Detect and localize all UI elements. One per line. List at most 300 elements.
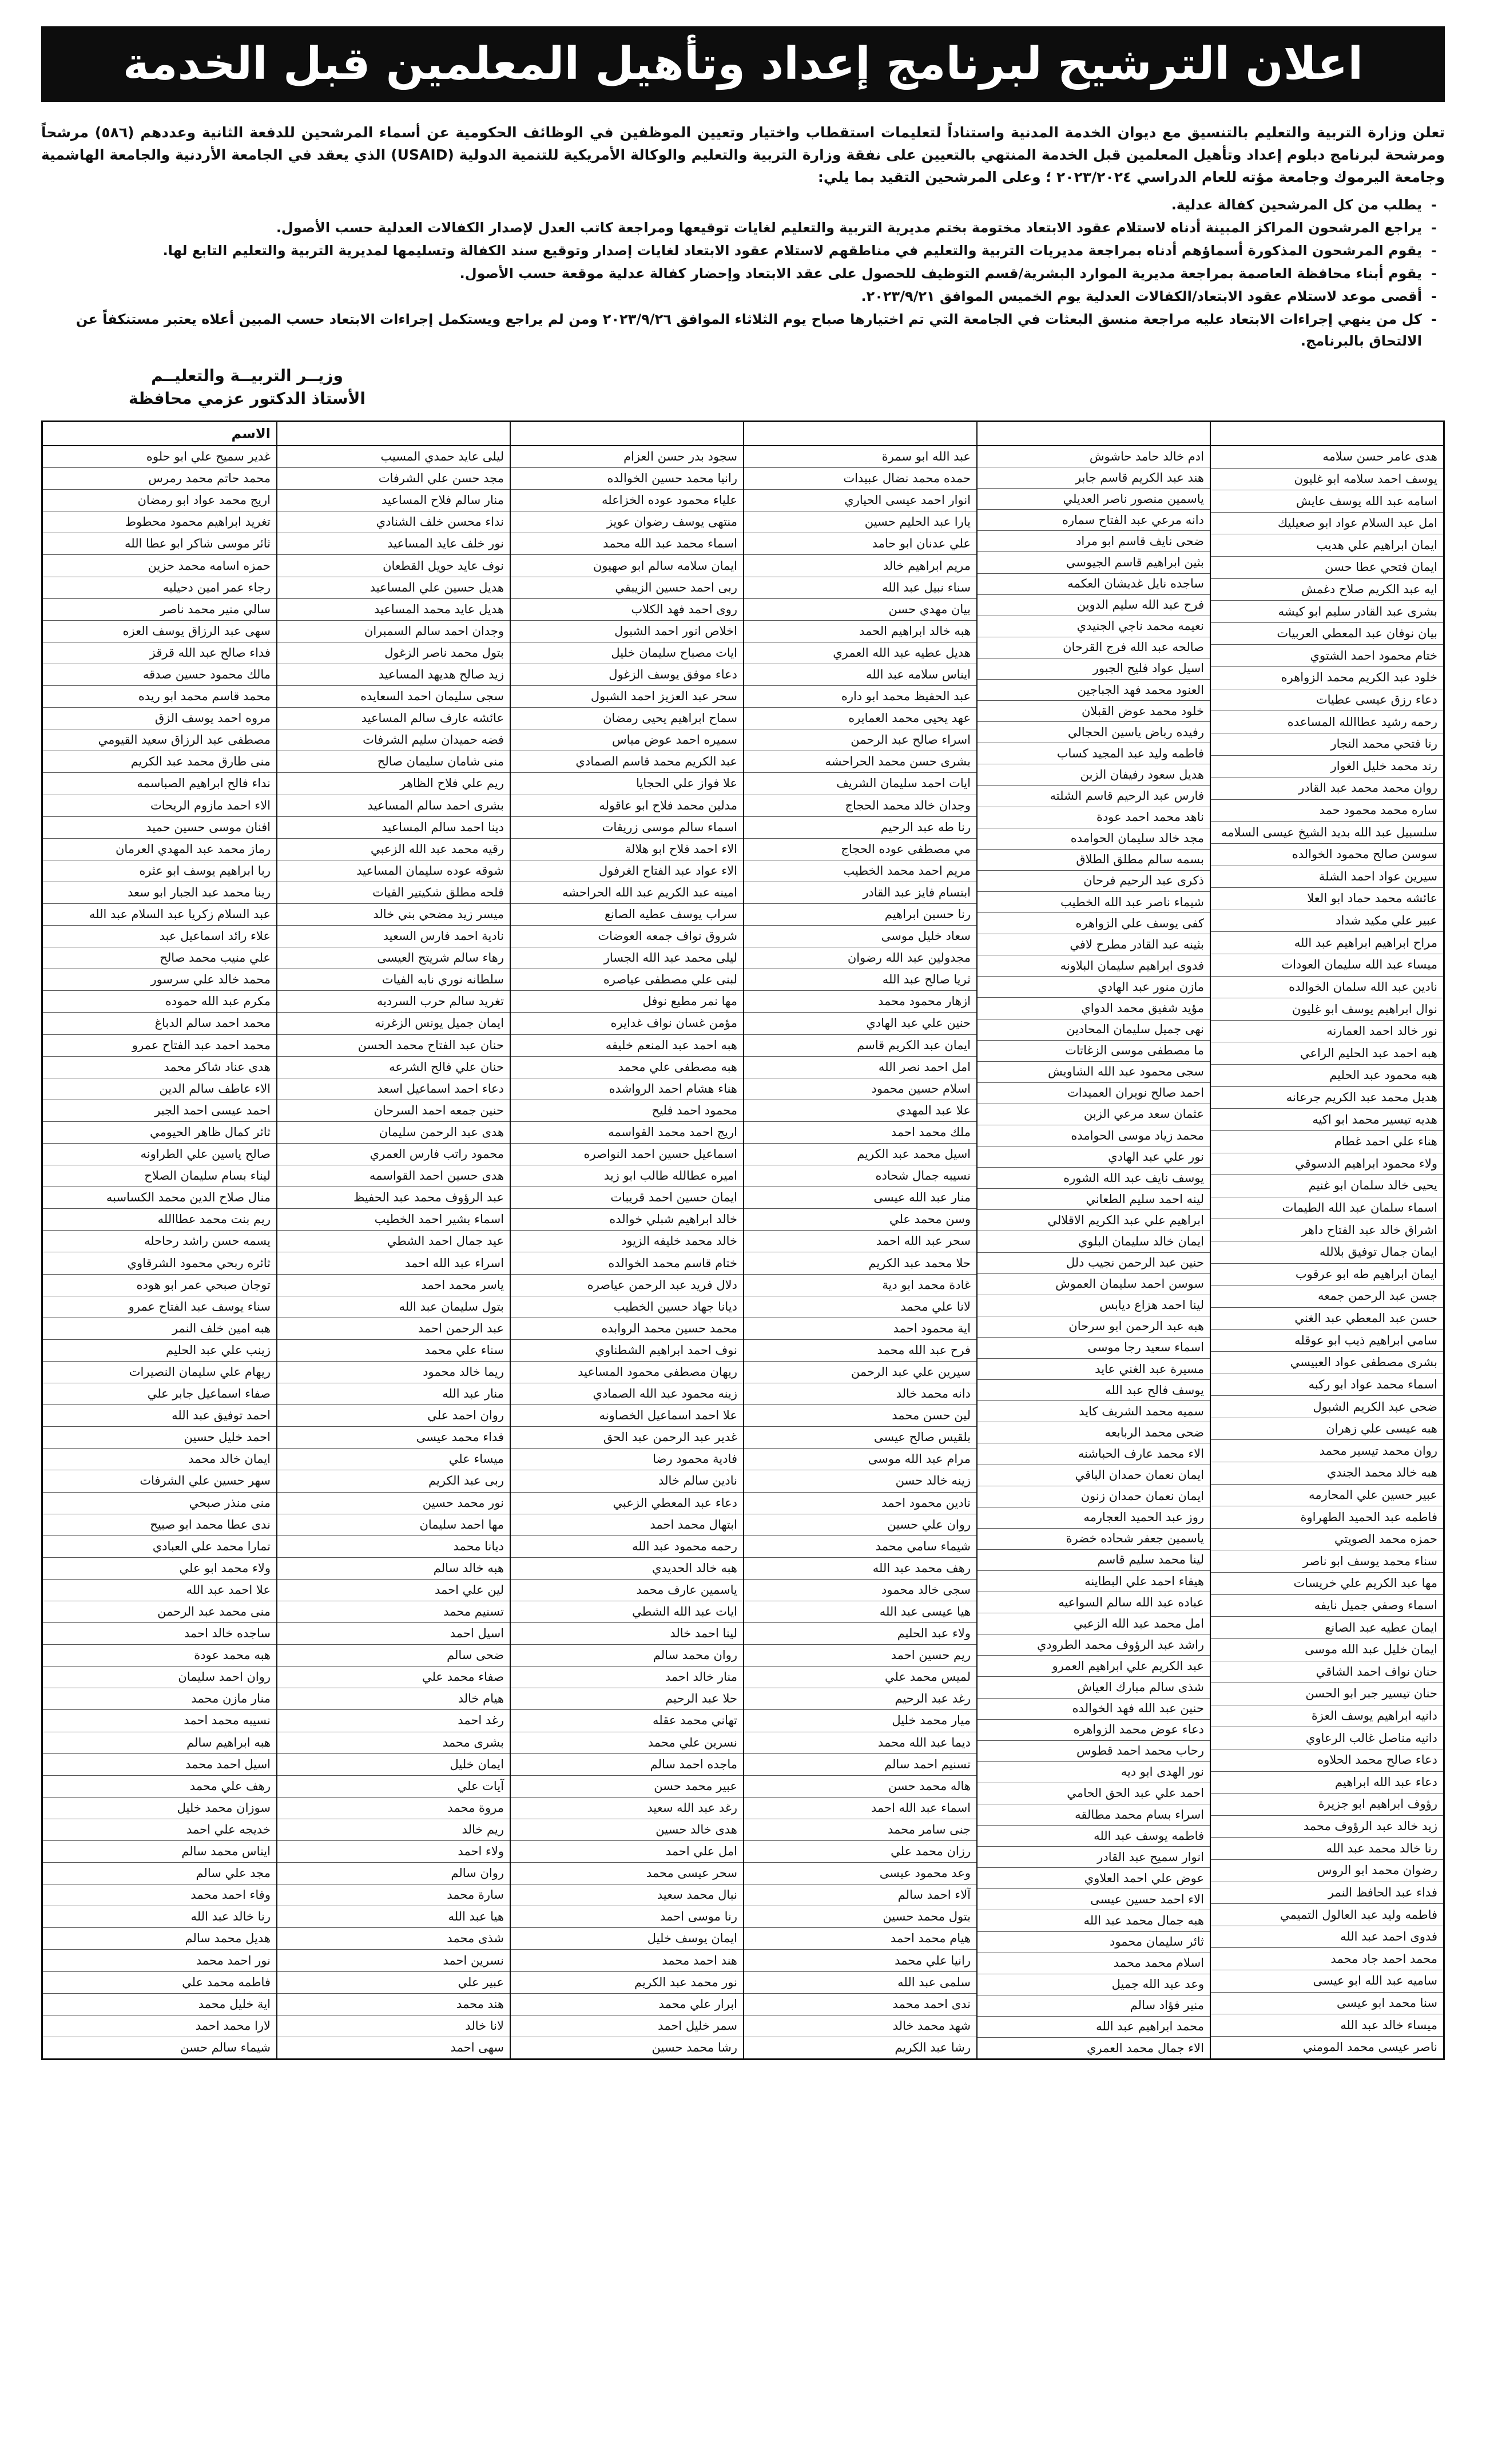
candidate-name: اميره عطالله طالب ابو زيد bbox=[511, 1165, 743, 1187]
candidate-name: بيان نوفان عبد المعطي العربيات bbox=[1211, 623, 1443, 645]
candidate-name: حمزه محمد الصويتي bbox=[1211, 1529, 1443, 1551]
candidate-name: احمد توفيق عبد الله bbox=[43, 1405, 276, 1427]
candidate-name: دعاء عوض محمد الزواهره bbox=[978, 1720, 1210, 1741]
candidate-name: ايمان عطيه عبد الصانع bbox=[1211, 1617, 1443, 1639]
names-list bbox=[43, 446, 276, 2058]
candidate-name: شوقه عوده سليمان المساعيد bbox=[277, 860, 510, 882]
candidate-name: رغد عبد الله سعيد bbox=[511, 1798, 743, 1819]
candidate-name: فداء صالح عبد الله قرقز bbox=[43, 642, 276, 664]
candidate-name: حنين علي عبد الهادي bbox=[744, 1013, 976, 1034]
candidate-name: نور علي عبد الهادي bbox=[978, 1146, 1210, 1168]
candidate-name: روز عبد الحميد العجارمه bbox=[978, 1507, 1210, 1529]
candidate-name: زينه خالد حسن bbox=[744, 1470, 976, 1492]
candidate-name: رحاب محمد احمد قطوس bbox=[978, 1741, 1210, 1762]
candidate-name: سناء علي محمد bbox=[277, 1340, 510, 1362]
names-list bbox=[744, 446, 976, 2058]
candidate-name: نداء محسن خلف الشنادي bbox=[277, 511, 510, 533]
candidate-name: فداء محمد عيسى bbox=[277, 1427, 510, 1449]
candidate-name: مها عبد الكريم علي خريسات bbox=[1211, 1573, 1443, 1595]
candidate-name: شيماء سامي محمد bbox=[744, 1536, 976, 1558]
candidate-name: مالك محمود حسين صدقه bbox=[43, 664, 276, 686]
candidate-name: ميار محمد خليل bbox=[744, 1710, 976, 1732]
candidate-name: مرام عبد الله موسى bbox=[744, 1449, 976, 1470]
candidate-name: تغريد ابراهيم محمود محطوط bbox=[43, 511, 276, 533]
candidate-name: ضحى نايف قاسم ابو مراد bbox=[978, 531, 1210, 552]
candidate-name: ايناس محمد سالم bbox=[43, 1841, 276, 1863]
candidate-name: شيماء ناصر عبد الله الخطيب bbox=[978, 892, 1210, 913]
candidate-name: نور محمد عبد الكريم bbox=[511, 1972, 743, 1994]
candidate-name: ميساء خالد عبد الله bbox=[1211, 2014, 1443, 2037]
candidate-name: تهاني محمد عقله bbox=[511, 1710, 743, 1732]
candidate-name: فلحه مطلق شكيتير القيات bbox=[277, 882, 510, 904]
candidate-name: ناهد محمد احمد عودة bbox=[978, 807, 1210, 828]
candidate-name: فاطمه وليد عبد المجيد كساب bbox=[978, 743, 1210, 764]
candidate-name: ايمان خليل bbox=[277, 1754, 510, 1776]
candidate-name: مؤيد شفيق محمد الدواي bbox=[978, 998, 1210, 1019]
candidate-name: بتول محمد ناصر الزغول bbox=[277, 642, 510, 664]
candidate-name: ميساء عبد الله سليمان العودات bbox=[1211, 954, 1443, 977]
instruction-item: - أقصى موعد لاستلام عقود الابتعاد/الكفالات العدلية يوم الخميس الموافق ٢٠٢٣/٩/٢١. bbox=[41, 285, 1422, 307]
candidate-name: ثائر موسى شاكر ابو عطا الله bbox=[43, 533, 276, 555]
candidate-name: روان محمد محمد عبد القادر bbox=[1211, 777, 1443, 800]
candidate-name: خلود عبد الكريم محمد الزواهره bbox=[1211, 667, 1443, 689]
candidate-name: ميسر زيد مضحي بني خالد bbox=[277, 904, 510, 926]
candidate-name: هيا عيسى عبد الله bbox=[744, 1601, 976, 1623]
candidate-name: بشرى محمد bbox=[277, 1732, 510, 1754]
candidate-name: مها احمد سليمان bbox=[277, 1514, 510, 1536]
candidate-name: زينب علي عبد الحليم bbox=[43, 1340, 276, 1362]
candidate-name: ديانا محمد bbox=[277, 1536, 510, 1558]
candidate-name: ليلى محمد عبد الله الجسار bbox=[511, 947, 743, 969]
candidate-name: روى احمد فهد الكلاب bbox=[511, 599, 743, 621]
candidate-name: نادين محمود احمد bbox=[744, 1493, 976, 1514]
candidate-name: سراب يوسف عطيه الصانع bbox=[511, 904, 743, 926]
candidate-name: سامي ابراهيم ذيب ابو عوقله bbox=[1211, 1330, 1443, 1352]
candidate-name: عبد الرؤوف محمد عبد الحفيظ bbox=[277, 1187, 510, 1209]
candidate-name: الاء احمد مازوم الريحات bbox=[43, 795, 276, 817]
candidate-name: ايات مصباح سليمان خليل bbox=[511, 642, 743, 664]
candidate-name: وعد محمود عيسى bbox=[744, 1863, 976, 1884]
column-header-spacer bbox=[1211, 422, 1443, 446]
candidate-name: نور احمد محمد bbox=[43, 1950, 276, 1971]
candidate-name: نسيبه محمد احمد bbox=[43, 1710, 276, 1732]
candidate-name: رحمه محمود عبد الله bbox=[511, 1536, 743, 1558]
candidate-name: محمد احمد عبد الفتاح عمرو bbox=[43, 1035, 276, 1057]
candidate-name: مجد خالد سليمان الحوامده bbox=[978, 828, 1210, 850]
candidate-name: وسن محمد علي bbox=[744, 1209, 976, 1231]
candidate-name: بيان مهدي حسن bbox=[744, 599, 976, 621]
candidate-name: رانيا علي محمد bbox=[744, 1950, 976, 1971]
candidate-name: ايات عبد الله الشطي bbox=[511, 1601, 743, 1623]
intro-paragraph: تعلن وزارة التربية والتعليم بالتنسيق مع ديوان الخدمة المدنية واستناداً لتعليمات استقطاب واختيار وتعيين الموظفين في الوظائف الحكومية عن أسماء المرشحين للدفعة الثانية وعددهم (٥٨٦) مرشحاً ومرشحة لبرنامج دبلوم إعداد وتأهيل المعلمين قبل الخدمة المنتهي بالتعيين على نفقة وزارة التربية والتعليم والوكالة الأمريكية للتنمية الدولية (USAID) الذي يعقد في الجامعة الأردنية والجامعة الهاشمية وجامعة اليرموك وجامعة مؤته للعام الدراسي ٢٠٢٣/٢٠٢٤ ؛ وعلى المرشحين التقيد بما يلي: bbox=[41, 124, 1445, 185]
candidate-name: مسيرة عبد الغني عايد bbox=[978, 1359, 1210, 1380]
candidate-name: فاطمه وليد عبد العالول التميمي bbox=[1211, 1904, 1443, 1926]
candidate-name: لينا احمد خالد bbox=[511, 1623, 743, 1645]
candidate-name: ديانا جهاد حسين الخطيب bbox=[511, 1296, 743, 1318]
candidate-name: ليلى عايد حمدي المسيب bbox=[277, 446, 510, 468]
candidate-name: ماجده احمد سالم bbox=[511, 1754, 743, 1776]
candidate-name: ادم خالد حامد حاشوش bbox=[978, 446, 1210, 467]
candidate-name: نادين عبد الله سلمان الخوالده bbox=[1211, 977, 1443, 999]
candidate-name: ايمان ابراهيم طه ابو عرقوب bbox=[1211, 1264, 1443, 1286]
candidate-name: ايمان نعمان حمدان زنون bbox=[978, 1486, 1210, 1507]
candidate-name: علاء رائد اسماعيل عبد bbox=[43, 926, 276, 947]
candidate-name: احمد خليل حسين bbox=[43, 1427, 276, 1449]
candidate-name: شهد محمد خالد bbox=[744, 2015, 976, 2037]
candidate-name: ابرار علي محمد bbox=[511, 1994, 743, 2015]
candidate-name: ايات احمد سليمان الشريف bbox=[744, 773, 976, 795]
candidate-name: رنا موسى احمد bbox=[511, 1906, 743, 1928]
candidate-name: علا عبد المهدي bbox=[744, 1100, 976, 1122]
candidate-name: دعاء عبد الله ابراهيم bbox=[1211, 1772, 1443, 1794]
candidate-name: اسراء عبد الله احمد bbox=[277, 1252, 510, 1274]
candidate-name: ريم خالد bbox=[277, 1819, 510, 1841]
candidate-name: مؤمن غسان نواف غدايره bbox=[511, 1013, 743, 1034]
candidate-name: العنود محمد فهد الجباجين bbox=[978, 680, 1210, 701]
candidate-name: سناء يوسف عبد الفتاح عمرو bbox=[43, 1296, 276, 1318]
candidate-name: هبه محمود عبد الحليم bbox=[1211, 1065, 1443, 1087]
candidate-name: امينه عبد الكريم عبد الله الحراحشه bbox=[511, 882, 743, 904]
candidate-name: ساجده نايل غديشان العكمه bbox=[978, 574, 1210, 595]
candidate-name: سوسن احمد سليمان العموش bbox=[978, 1274, 1210, 1295]
minister-name: الأستاذ الدكتور عزمي محافظة bbox=[128, 389, 366, 408]
candidate-name: دانيه ابراهيم يوسف العزة bbox=[1211, 1705, 1443, 1728]
candidate-name: فداء عبد الحافظ النمر bbox=[1211, 1882, 1443, 1904]
column-header-spacer bbox=[978, 422, 1210, 446]
candidate-name: صفاء اسماعيل جابر علي bbox=[43, 1383, 276, 1405]
candidate-name: نوال ابراهيم يوسف ابو غليون bbox=[1211, 998, 1443, 1021]
candidate-name: ايمان خالد محمد bbox=[43, 1449, 276, 1470]
candidate-name: عائشه عارف سالم المساعيد bbox=[277, 708, 510, 729]
candidate-name: نوف احمد ابراهيم الشطناوي bbox=[511, 1340, 743, 1362]
candidate-name: حنان نواف احمد الشاقي bbox=[1211, 1661, 1443, 1684]
candidate-name: نور خالد احمد العمارنه bbox=[1211, 1021, 1443, 1043]
candidate-name: اسماء سلمان عبد الله الطيمات bbox=[1211, 1197, 1443, 1220]
candidate-name: رهاء سالم شريتح العيسى bbox=[277, 947, 510, 969]
candidate-name: مروه احمد يوسف الزق bbox=[43, 708, 276, 729]
candidate-name: نور محمد حسين bbox=[277, 1493, 510, 1514]
candidate-name: ياسمين جعفر شحاده خضرة bbox=[978, 1529, 1210, 1550]
names-list bbox=[277, 446, 510, 2058]
candidate-name: سالي منير محمد ناصر bbox=[43, 599, 276, 621]
candidate-name: محمد حسين محمد الروابده bbox=[511, 1318, 743, 1340]
candidate-name: محمد حاتم محمد رمرس bbox=[43, 468, 276, 490]
candidate-name: اسماء سعيد رجا موسى bbox=[978, 1338, 1210, 1359]
candidate-name: منى طارق محمد عبد الكريم bbox=[43, 751, 276, 773]
candidate-name: محمد ابراهيم عبد الله bbox=[978, 2017, 1210, 2038]
candidate-name: هديل حسين علي المساعيد bbox=[277, 577, 510, 599]
instructions-list bbox=[41, 194, 1445, 352]
candidate-name: ثريا صالح عبد الله bbox=[744, 969, 976, 991]
candidate-name: ربى احمد حسين الزيبقي bbox=[511, 577, 743, 599]
candidate-name: ضحى عبد الكريم الشبول bbox=[1211, 1396, 1443, 1418]
candidate-name: بسمه سالم مطلق الطلاق bbox=[978, 850, 1210, 871]
candidate-name: اية خليل محمد bbox=[43, 1994, 276, 2015]
candidate-name: اسماء عبد الله احمد bbox=[744, 1798, 976, 1819]
candidate-name: دانه محمد خالد bbox=[744, 1383, 976, 1405]
candidate-name: فضه حميدان سليم الشرفات bbox=[277, 729, 510, 751]
candidate-name: مصطفى عبد الرزاق سعيد القيومي bbox=[43, 729, 276, 751]
candidate-name: آلاء احمد سالم bbox=[744, 1884, 976, 1906]
candidate-name: رجاء عمر امين دحيليه bbox=[43, 577, 276, 599]
candidate-name: رنا حسين ابراهيم bbox=[744, 904, 976, 926]
candidate-name: آيات علي bbox=[277, 1776, 510, 1798]
candidate-name: سلطانه نوري نابه الفيات bbox=[277, 969, 510, 991]
candidate-name: دعاء موفق يوسف الزغول bbox=[511, 664, 743, 686]
candidate-name: جنى سامر محمد bbox=[744, 1819, 976, 1841]
candidate-name: سارة محمد bbox=[277, 1884, 510, 1906]
candidate-name: حسن عبد المعطي عبد الغني bbox=[1211, 1308, 1443, 1330]
names-column bbox=[743, 422, 976, 2058]
candidate-name: لميس محمد علي bbox=[744, 1667, 976, 1688]
candidate-name: دعاء احمد اسماعيل اسعد bbox=[277, 1078, 510, 1100]
candidate-name: هبه محمد عودة bbox=[43, 1645, 276, 1667]
candidate-name: شيماء سالم حسن bbox=[180, 2040, 271, 2054]
candidate-name: ميساء علي bbox=[277, 1449, 510, 1470]
candidate-name: ايمان عبد الكريم قاسم bbox=[744, 1035, 976, 1057]
candidate-name: رماز محمد عبد المهدي العرمان bbox=[43, 839, 276, 860]
candidate-name: بشرى مصطفى عواد العبيسي bbox=[1211, 1352, 1443, 1374]
candidate-name: ندى احمد محمد bbox=[744, 1994, 976, 2015]
candidate-name: يسمه حسن راشد رحاحله bbox=[43, 1231, 276, 1252]
candidate-name: ريم علي فلاح الظاهر bbox=[277, 773, 510, 795]
candidate-name: ريهام علي سليمان النصيرات bbox=[43, 1362, 276, 1383]
candidate-name: هديل محمد سالم bbox=[43, 1928, 276, 1950]
candidate-name: دانيه مناصل غالب الرعاوي bbox=[1211, 1727, 1443, 1749]
candidate-name: امل احمد نصر الله bbox=[744, 1057, 976, 1078]
candidate-name: امل عبد السلام عواد ابو صعيليك bbox=[1211, 513, 1443, 535]
candidate-name: رفيده رباض ياسين الحجالي bbox=[978, 722, 1210, 743]
candidate-name: محمد احمد سالم الدباغ bbox=[43, 1013, 276, 1034]
candidate-name: ابتهال محمد احمد bbox=[511, 1514, 743, 1536]
names-column bbox=[976, 422, 1210, 2058]
candidate-name: زينه محمود عبد الله الصمادي bbox=[511, 1383, 743, 1405]
candidate-name: منار خالد احمد bbox=[511, 1667, 743, 1688]
candidate-name: حنان علي فالح الشرعه bbox=[277, 1057, 510, 1078]
candidate-name: شذى سالم مبارك العياش bbox=[978, 1677, 1210, 1698]
candidate-name: عباده عبد الله سالم السواعيه bbox=[978, 1592, 1210, 1613]
candidate-name: رنا خالد محمد عبد الله bbox=[1211, 1838, 1443, 1860]
candidate-name: يوسف احمد سلامه ابو غليون bbox=[1211, 469, 1443, 491]
candidate-name: اسماء محمد عواد ابو ركبه bbox=[1211, 1374, 1443, 1396]
candidate-name: نسيبه جمال شحاده bbox=[744, 1165, 976, 1187]
candidate-name: بشرى عبد القادر سليم ابو كيشه bbox=[1211, 601, 1443, 623]
candidate-name: رنا خالد عبد الله bbox=[43, 1906, 276, 1928]
candidate-name: منى محمد عبد الرحمن bbox=[43, 1601, 276, 1623]
candidate-name: مروة محمد bbox=[277, 1798, 510, 1819]
candidate-name: مها نمر مطيع نوفل bbox=[511, 991, 743, 1013]
candidate-name: سناء نبيل عبد الله bbox=[744, 577, 976, 599]
instruction-item: - يقوم المرشحون المذكورة أسماؤهم أدناه بمراجعة مديريات التربية والتعليم في مناطقهم لاستلام عقود الابتعاد لغايات إصدار وتوقيع سند الكفالة وتسليمها لمديرية التربية والتعليم التابع لها. bbox=[41, 240, 1422, 261]
candidate-name: ابتسام فايز عبد القادر bbox=[744, 882, 976, 904]
candidate-name: زيد خالد عبد الرؤوف محمد bbox=[1211, 1816, 1443, 1838]
candidate-name: غادة محمد ابو دية bbox=[744, 1275, 976, 1296]
candidate-name: ساره محمد محمود حمد bbox=[1211, 800, 1443, 822]
candidate-name: صالحه عبد الله فرج القرحان bbox=[978, 637, 1210, 658]
candidate-name: يوسف فالح عبد الله bbox=[978, 1380, 1210, 1401]
candidate-name: اسيل عواد فليح الجبور bbox=[978, 658, 1210, 680]
candidate-name: سجى خالد محمود bbox=[744, 1580, 976, 1601]
candidate-name: لين علي احمد bbox=[277, 1580, 510, 1601]
candidate-name: نداء فالح ابراهيم الصباسمه bbox=[43, 773, 276, 795]
candidate-name: عبير علي bbox=[277, 1972, 510, 1994]
candidate-name: علا احمد عبد الله bbox=[43, 1580, 276, 1601]
candidate-name: رؤوف ابراهيم ابو جزيرة bbox=[1211, 1794, 1443, 1816]
candidate-name: دلال فريد عبد الرحمن عياصره bbox=[511, 1275, 743, 1296]
candidate-name: هبه احمد عبد المنعم خليفه bbox=[511, 1035, 743, 1057]
candidate-name: محمد احمد جاد محمد bbox=[1211, 1948, 1443, 1970]
candidate-name: رغد احمد bbox=[277, 1710, 510, 1732]
candidate-name: هدى عبد الرحمن سليمان bbox=[277, 1122, 510, 1144]
candidate-name: مازن منور عبد الهادي bbox=[978, 977, 1210, 998]
instruction-item: - يقوم أبناء محافظة العاصمة بمراجعة مديرية الموارد البشرية/قسم التوظيف للحصول على عقد الابتعاد وإحضار كفالة عدلية موقعة حسب الأصول. bbox=[41, 263, 1422, 284]
candidate-name: مي مصطفى عوده الحجاج bbox=[744, 839, 976, 860]
candidate-name: عبير علي مكيد شداد bbox=[1211, 910, 1443, 933]
candidate-name: احمد علي عبد الحق الحامي bbox=[978, 1783, 1210, 1804]
candidate-name: بلقيس صالح عيسى bbox=[744, 1427, 976, 1449]
candidate-name: رانيا محمد حسين الخوالده bbox=[511, 468, 743, 490]
candidate-name: هبه خالد سالم bbox=[277, 1558, 510, 1580]
candidate-name: ندى عطا محمد ابو صبيح bbox=[43, 1514, 276, 1536]
candidate-name: منتهى يوسف رضوان عويز bbox=[511, 511, 743, 533]
candidate-name: حنين عبد الرحمن نجيب دلل bbox=[978, 1253, 1210, 1274]
candidate-name: عيد جمال احمد الشطي bbox=[277, 1231, 510, 1252]
candidate-name: اريج محمد عواد ابو رمضان bbox=[43, 490, 276, 511]
candidate-name: مريم ابراهيم خالد bbox=[744, 555, 976, 577]
candidate-name: نعيمه محمد ناجي الجنيدي bbox=[978, 616, 1210, 637]
candidate-name: محمود راتب فارس العمري bbox=[277, 1144, 510, 1165]
candidate-name: هدى حسين احمد القواسمه bbox=[277, 1165, 510, 1187]
instruction-item: - كل من ينهي إجراءات الابتعاد عليه مراجعة منسق البعثات في الجامعة التي تم اختيارها صباح يوم الثلاثاء الموافق ٢٠٢٣/٩/٢٦ ومن لم يراجع ويستكمل إجراءات الابتعاد حسب المبين أعلاه يعتبر مستنكفاً عن الالتحاق بالبرنامج. bbox=[41, 308, 1422, 352]
candidate-name: تمارا محمد علي العبادي bbox=[43, 1536, 276, 1558]
candidate-name: منى شامان سليمان صالح bbox=[277, 751, 510, 773]
candidate-name: بتول سليمان عبد الله bbox=[277, 1296, 510, 1318]
candidate-name: هبه خالد محمد الجندي bbox=[1211, 1462, 1443, 1485]
candidate-name: اسماء وصفي جميل نايفه bbox=[1211, 1595, 1443, 1617]
candidate-name: سيرين عواد احمد الشلة bbox=[1211, 866, 1443, 888]
candidate-name: ياسر محمد احمد bbox=[277, 1275, 510, 1296]
candidates-table bbox=[41, 420, 1445, 2060]
candidate-name: سحر عبد الله احمد bbox=[744, 1231, 976, 1252]
candidate-name: صالح ياسين علي الطراونه bbox=[43, 1144, 276, 1165]
candidate-name: سناء محمد يوسف ابو ناصر bbox=[1211, 1550, 1443, 1573]
candidate-name: جسن عبد الرحمن جمعه bbox=[1211, 1285, 1443, 1308]
candidate-name: عبد الكريم محمد قاسم الصمادي bbox=[511, 751, 743, 773]
candidate-name: دينا احمد سالم المساعيد bbox=[277, 817, 510, 839]
names-list bbox=[1211, 446, 1443, 2058]
candidate-name: ضحى محمد الربابعه bbox=[978, 1422, 1210, 1443]
candidate-name: غدير عبد الرحمن عبد الحق bbox=[511, 1427, 743, 1449]
candidate-name: زيد صالح هديهد المساعيد bbox=[277, 664, 510, 686]
candidate-name: هبه خالد الحديدي bbox=[511, 1558, 743, 1580]
candidate-name: سنا محمد ابو عيسى bbox=[1211, 1993, 1443, 2015]
candidate-name: سمر خليل احمد bbox=[511, 2015, 743, 2037]
announcement-title-banner bbox=[41, 26, 1445, 102]
candidate-name: نور خلف عايد المساعيد bbox=[277, 533, 510, 555]
candidate-name: ايمان خليل عبد الله موسى bbox=[1211, 1639, 1443, 1661]
candidate-name: هديل عايد محمد المساعيد bbox=[277, 599, 510, 621]
candidate-name: شذى محمد bbox=[277, 1928, 510, 1950]
candidate-name: مريم احمد محمد الخطيب bbox=[744, 860, 976, 882]
candidate-name: رنا فتحي محمد النجار bbox=[1211, 733, 1443, 756]
candidate-name: روان علي حسين bbox=[744, 1514, 976, 1536]
names-column bbox=[510, 422, 743, 2058]
candidate-name: نهى جميل سليمان المحادين bbox=[978, 1019, 1210, 1041]
candidate-name: ايناس سلامه عبد الله bbox=[744, 664, 976, 686]
candidate-name: عبد الكريم علي ابراهيم العمرو bbox=[978, 1656, 1210, 1677]
candidate-name: ثائر سليمان محمود bbox=[978, 1932, 1210, 1953]
candidate-name: خالد محمد خليفه الزيود bbox=[511, 1231, 743, 1252]
candidate-name: لينا محمد سليم قاسم bbox=[978, 1550, 1210, 1571]
candidate-name: هبه جمال محمد عبد الله bbox=[978, 1910, 1210, 1931]
candidate-name: علي عدنان ابو حامد bbox=[744, 533, 976, 555]
candidate-name: ايمان حسين احمد قريبات bbox=[511, 1187, 743, 1209]
candidate-name: هيا عبد الله bbox=[277, 1906, 510, 1928]
candidate-name: انوار احمد عيسى الحياري bbox=[744, 490, 976, 511]
candidate-name: اشراق خالد عبد الفتاح داهر bbox=[1211, 1219, 1443, 1241]
candidate-name: رقيه محمد عبد الله الزعبي bbox=[277, 839, 510, 860]
candidate-name: ثائره ربحي محمود الشرقاوي bbox=[43, 1252, 276, 1274]
candidate-name: محمود احمد فليح bbox=[511, 1100, 743, 1122]
candidate-name: هبه احمد عبد الحليم الراعي bbox=[1211, 1042, 1443, 1065]
candidate-name: مجد علي سالم bbox=[43, 1863, 276, 1884]
candidate-name: روان سالم bbox=[277, 1863, 510, 1884]
candidate-name: فارس عبد الرحيم قاسم الشلته bbox=[978, 786, 1210, 807]
names-column bbox=[1210, 422, 1443, 2058]
candidate-name: رضوان محمد ابو الروس bbox=[1211, 1860, 1443, 1882]
candidate-name: عبد الرحمن احمد bbox=[277, 1318, 510, 1340]
candidate-name: سميره احمد عوض مياس bbox=[511, 729, 743, 751]
candidate-name: بثينه عبد القادر مطرح لافي bbox=[978, 934, 1210, 955]
candidate-name: ايمان جميل يونس الزغرنه bbox=[277, 1013, 510, 1034]
candidate-name: بتول محمد حسين bbox=[744, 1906, 976, 1928]
candidate-name: رنا طه عبد الرحيم bbox=[744, 817, 976, 839]
candidate-name: نوف عايد حويل القطعان bbox=[277, 555, 510, 577]
candidate-name: اسيل احمد bbox=[277, 1623, 510, 1645]
candidate-name: منير فؤاد سالم bbox=[978, 1995, 1210, 2017]
candidate-name: حلا محمد عبد الكريم bbox=[744, 1252, 976, 1274]
candidate-name: احمد عيسى احمد الجبر bbox=[43, 1100, 276, 1122]
candidate-name: لينا احمد هزاع ديابس bbox=[978, 1295, 1210, 1316]
candidate-name: فادية محمود رضا bbox=[511, 1449, 743, 1470]
candidate-name: يارا عبد الحليم حسين bbox=[744, 511, 976, 533]
candidate-name: مجدولين عبد الله رضوان bbox=[744, 947, 976, 969]
candidate-name: هديل محمد عبد الكريم جرعانه bbox=[1211, 1087, 1443, 1109]
column-header-spacer bbox=[744, 422, 976, 446]
candidate-name: عبير حسين علي المحارمه bbox=[1211, 1485, 1443, 1507]
candidate-name: اسماء سالم موسى زريقات bbox=[511, 817, 743, 839]
candidate-name: رغد عبد الرحيم bbox=[744, 1688, 976, 1710]
candidate-name: منار عبد الله عيسى bbox=[744, 1187, 976, 1209]
candidate-name: سجى سليمان احمد السعايده bbox=[277, 686, 510, 708]
candidate-name: سوزان محمد خليل bbox=[43, 1798, 276, 1819]
candidate-name: ربا ابراهيم يوسف ابو عثره bbox=[43, 860, 276, 882]
candidate-name: مكرم عبد الله حموده bbox=[43, 991, 276, 1013]
candidate-name: محمد زياد موسى الحوامده bbox=[978, 1125, 1210, 1146]
candidate-name: تسنيم احمد سالم bbox=[744, 1754, 976, 1776]
candidate-name: محمد قاسم محمد ابو ريده bbox=[43, 686, 276, 708]
candidate-name: امل علي احمد bbox=[511, 1841, 743, 1863]
candidate-name: ياسمين عارف محمد bbox=[511, 1580, 743, 1601]
candidate-name: ريما خالد محمود bbox=[277, 1362, 510, 1383]
candidate-name: هند محمد bbox=[277, 1994, 510, 2015]
candidate-name: نبال محمد سعيد bbox=[511, 1884, 743, 1906]
candidate-name: علا فواز علي الحجايا bbox=[511, 773, 743, 795]
announcement-title: اعلان الترشيح لبرنامج إعداد وتأهيل المعلمين قبل الخدمة bbox=[122, 38, 1364, 90]
candidate-name: بشرى احمد سالم المساعيد bbox=[277, 795, 510, 817]
candidate-name: ربى عبد الكريم bbox=[277, 1470, 510, 1492]
candidate-name: سجى محمود عبد الله الشاويش bbox=[978, 1062, 1210, 1083]
